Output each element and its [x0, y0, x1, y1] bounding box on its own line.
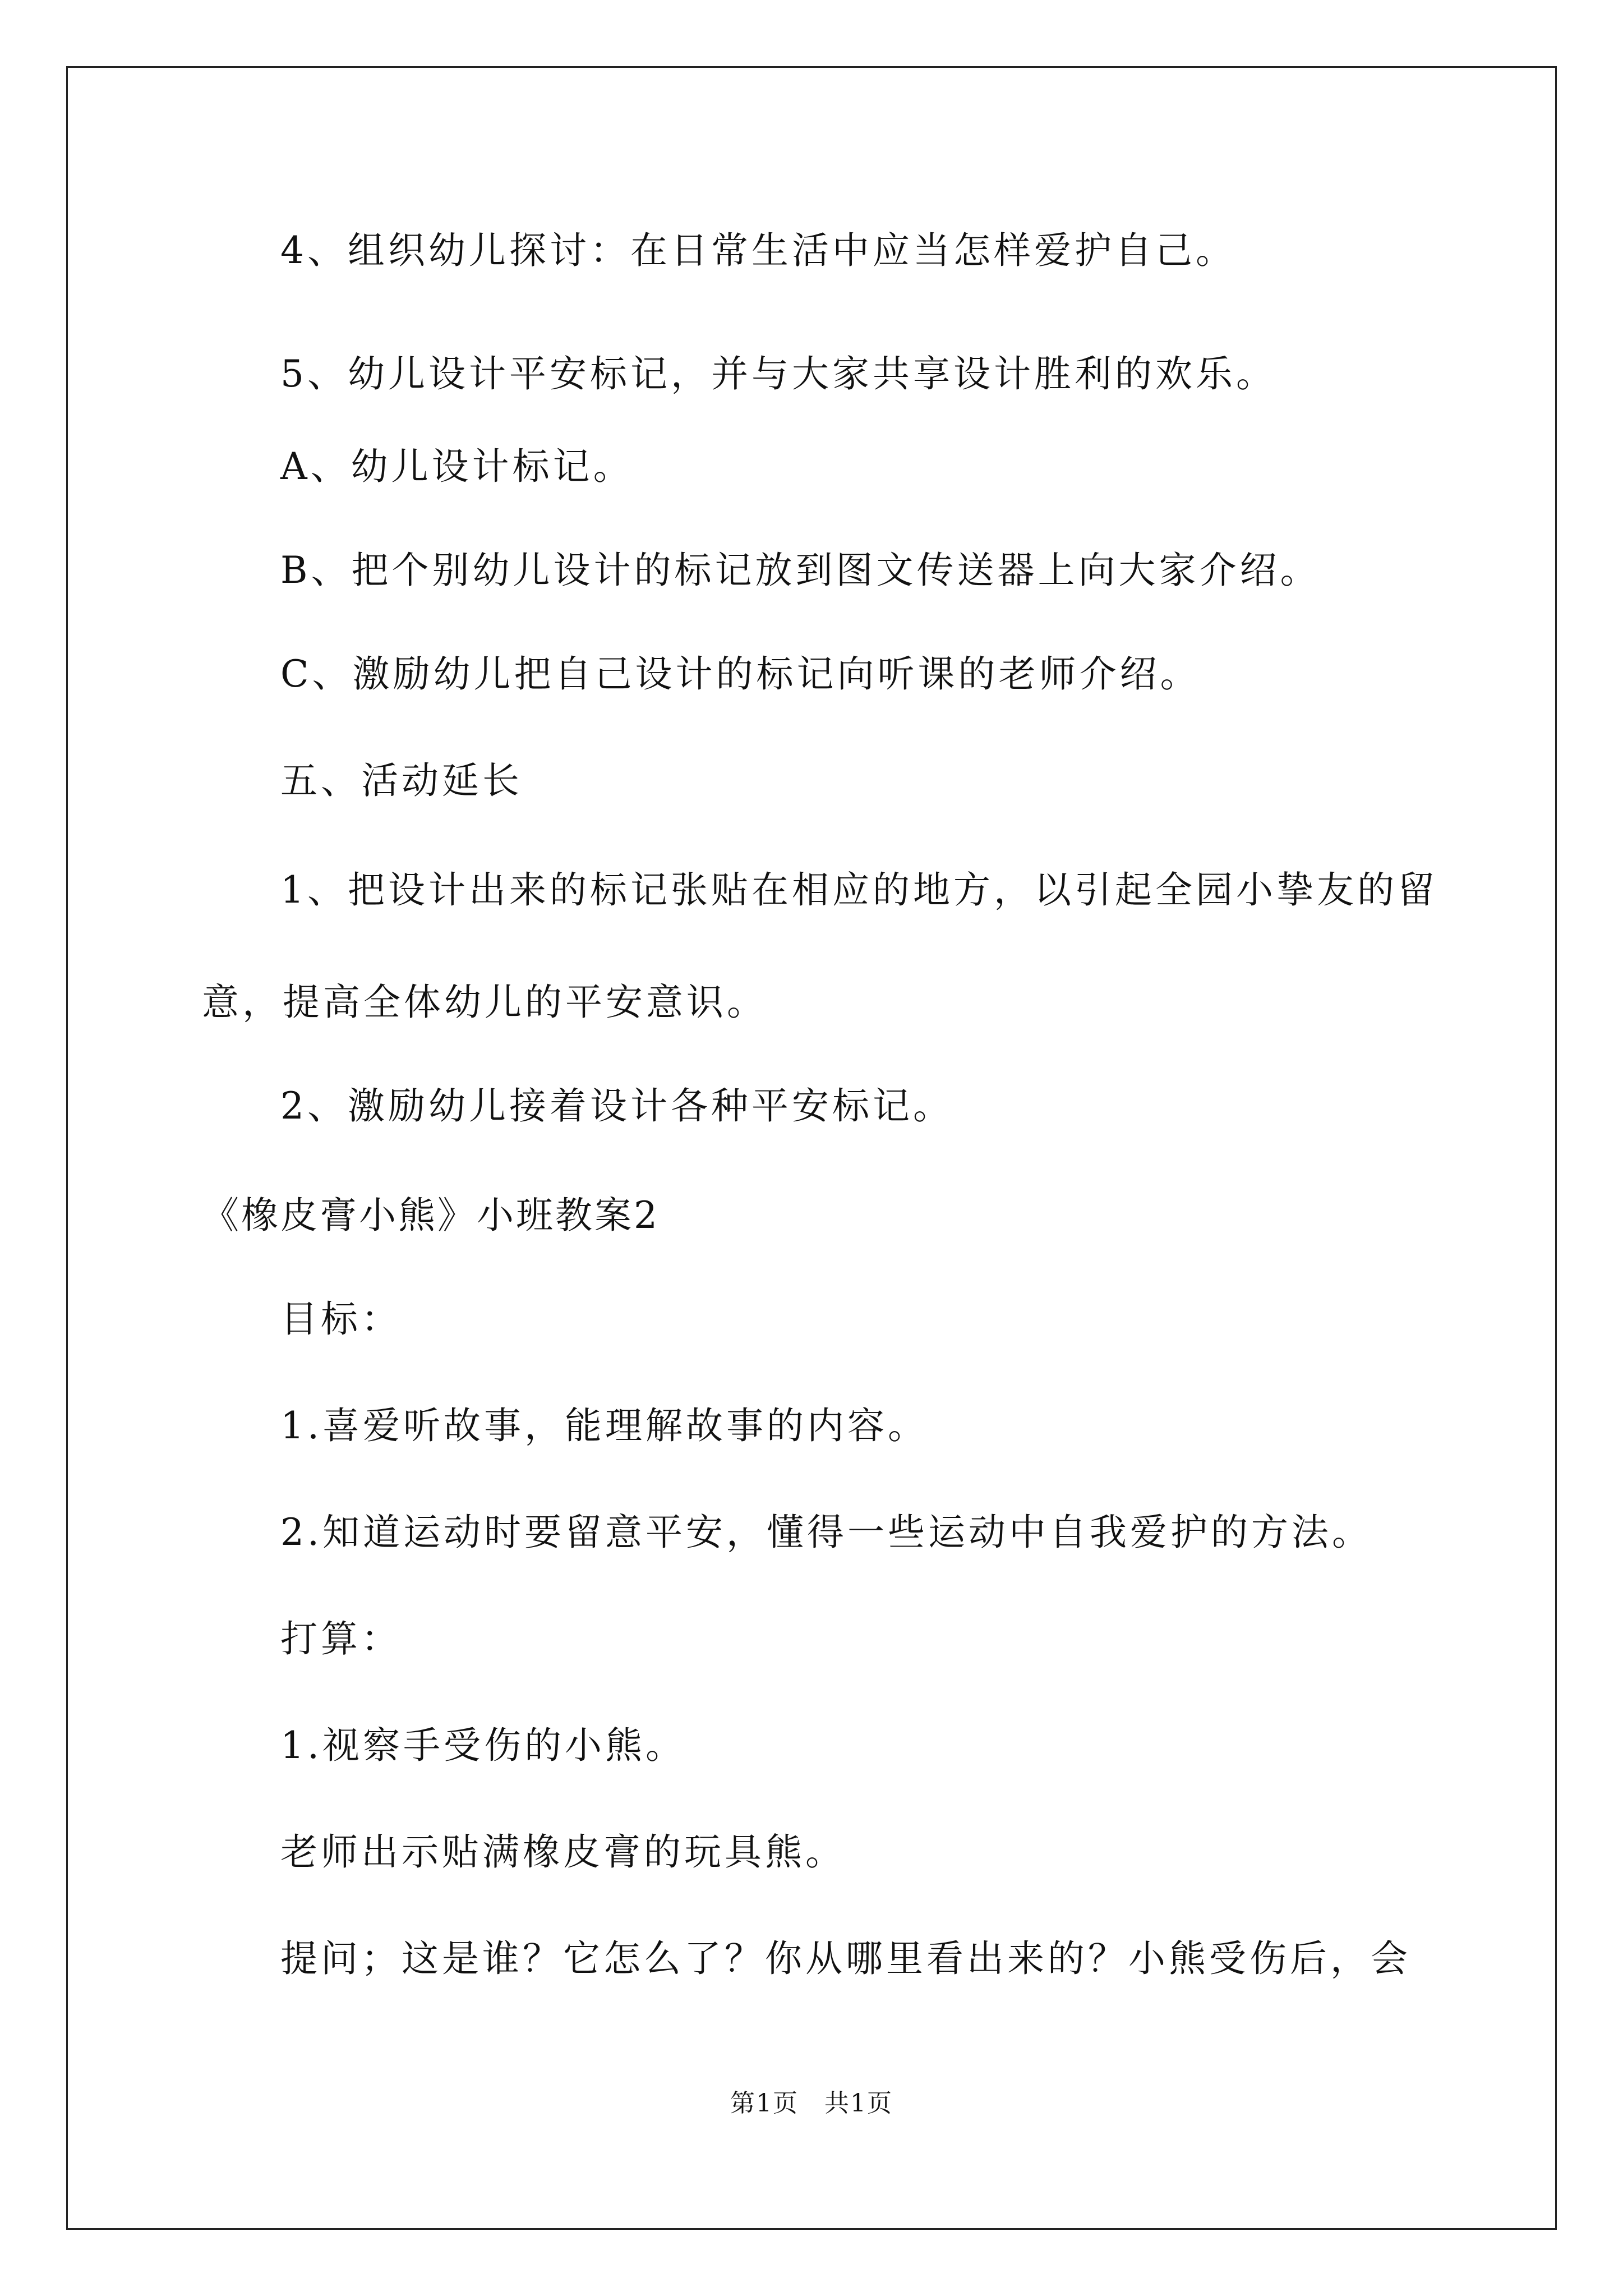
text-line-16: 老师出示贴满橡皮膏的玩具熊。: [280, 1830, 846, 1874]
text-line-9: 2、激励幼儿接着设计各种平安标记。: [280, 1084, 953, 1128]
text-line-8: 意，提高全体幼儿的平安意识。: [202, 981, 767, 1024]
text-line-12: 1.喜爱听故事，能理解故事的内容。: [280, 1404, 928, 1447]
text-line-1: 4、组织幼儿探讨：在日常生活中应当怎样爱护自己。: [280, 229, 1236, 272]
text-line-7: 1、把设计出来的标记张贴在相应的地方，以引起全园小挚友的留: [280, 868, 1438, 912]
text-line-14: 打算：: [280, 1617, 402, 1660]
text-line-3: A、幼儿设计标记。: [280, 445, 634, 488]
text-line-5: C、激励幼儿把自己设计的标记向听课的老师介绍。: [280, 652, 1201, 696]
text-line-17: 提问；这是谁？它怎么了？你从哪里看出来的？小熊受伤后，会: [280, 1937, 1411, 1980]
text-line-4: B、把个别幼儿设计的标记放到图文传送器上向大家介绍。: [280, 549, 1321, 592]
text-line-11: 目标：: [280, 1297, 402, 1341]
text-line-15: 1.视察手受伤的小熊。: [280, 1724, 686, 1767]
text-line-13: 2.知道运动时要留意平安，懂得一些运动中自我爱护的方法。: [280, 1511, 1372, 1554]
text-line-2: 5、幼儿设计平安标记，并与大家共享设计胜利的欢乐。: [280, 352, 1276, 395]
lesson-title: 《橡皮膏小熊》小班教案2: [202, 1194, 660, 1237]
section-heading: 五、活动延长: [280, 759, 523, 802]
page-number-footer: 第1页 共1页: [730, 2089, 893, 2118]
